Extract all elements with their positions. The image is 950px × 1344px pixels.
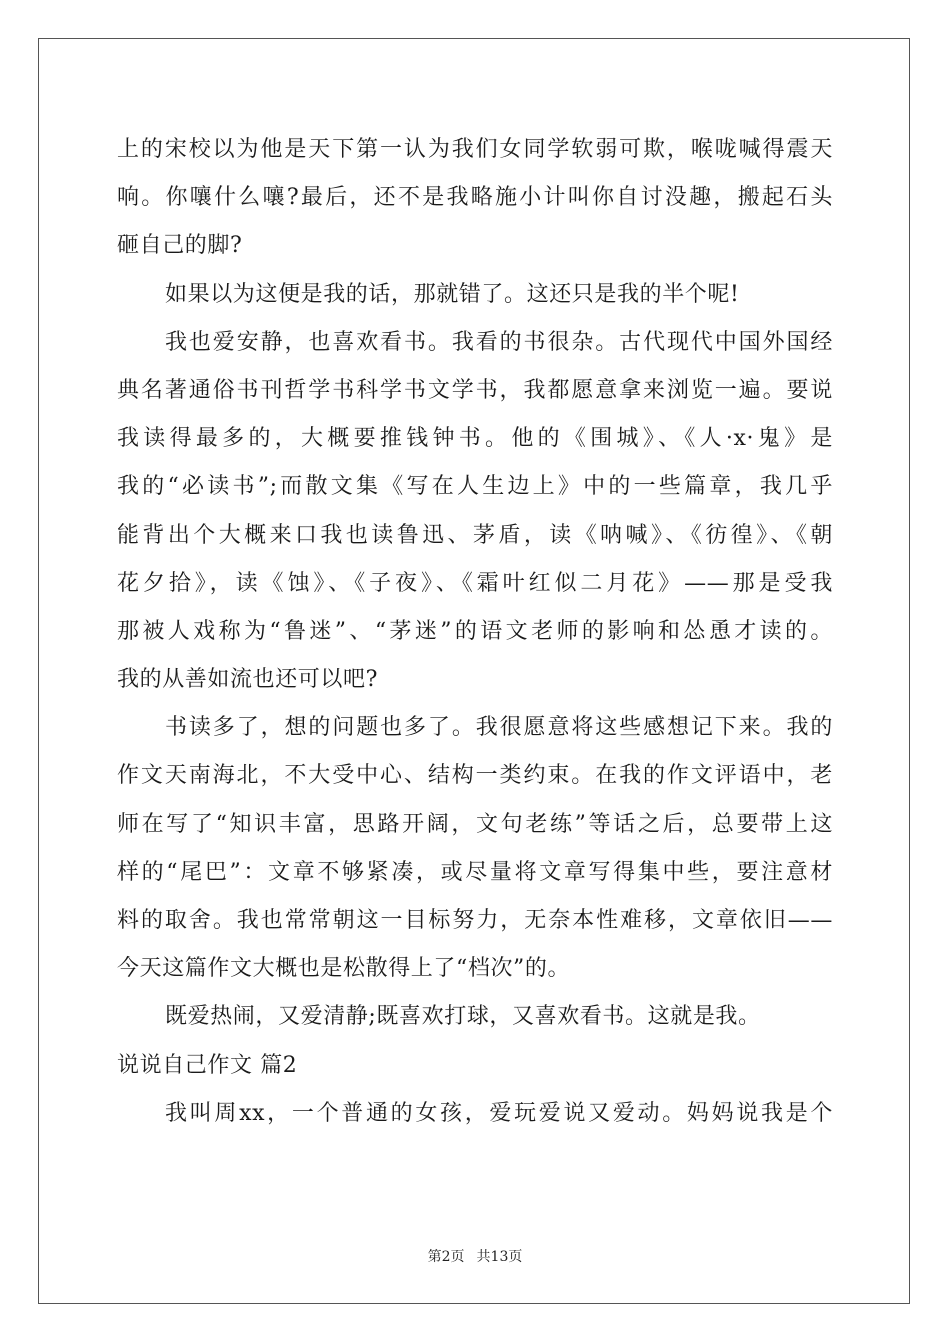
text-line: 响。你嚷什么嚷?最后，还不是我略施小计叫你自讨没趣，搬起石头 <box>117 185 833 211</box>
document-body <box>117 126 833 1138</box>
page-number: 第2页 <box>427 1249 465 1265</box>
text-line: 今天这篇作文大概也是松散得上了“档次”的。 <box>117 956 571 982</box>
text-line: 作文天南海北，不大受中心、结构一类约束。在我的作文评语中，老 <box>117 763 833 789</box>
text-line: 我读得最多的，大概要推钱钟书。他的《围城》、《人·x·鬼》是 <box>117 426 833 452</box>
text-line: 我也爱安静，也喜欢看书。我看的书很杂。古代现代中国外国经 <box>165 329 833 355</box>
text-line: 师在写了“知识丰富，思路开阔，文句老练”等话之后，总要带上这 <box>117 811 833 837</box>
text-line: 书读多了，想的问题也多了。我很愿意将这些感想记下来。我的 <box>165 715 833 741</box>
text-line: 花夕拾》，读《蚀》、《子夜》、《霜叶红似二月花》——那是受我 <box>117 570 833 596</box>
text-line: 既爱热闹，又爱清静;既喜欢打球，又喜欢看书。这就是我。 <box>165 1004 761 1030</box>
text-line: 砸自己的脚? <box>117 233 243 259</box>
page-footer <box>0 1247 950 1267</box>
text-line: 那被人戏称为“鲁迷”、“茅迷”的语文老师的影响和怂恿才读的。 <box>117 618 833 644</box>
text-line: 我的“必读书”;而散文集《写在人生边上》中的一些篇章，我几乎 <box>117 474 833 500</box>
text-line: 如果以为这便是我的话，那就错了。这还只是我的半个呢! <box>165 281 740 307</box>
text-line: 我的从善如流也还可以吧? <box>117 667 378 693</box>
text-line: 能背出个大概来口我也读鲁迅、茅盾，读《呐喊》、《彷徨》、《朝 <box>117 522 833 548</box>
text-line: 我叫周xx，一个普通的女孩，爱玩爱说又爱动。妈妈说我是个 <box>165 1100 833 1126</box>
text-line: 料的取舍。我也常常朝这一目标努力，无奈本性难移，文章依旧—— <box>117 908 833 933</box>
text-line: 上的宋校以为他是天下第一认为我们女同学软弱可欺，喉咙喊得震天 <box>117 137 833 162</box>
text-line: 样的“尾巴”：文章不够紧凑，或尽量将文章写得集中些，要注意材 <box>117 859 833 885</box>
text-line: 典名著通俗书刊哲学书科学书文学书，我都愿意拿来浏览一遍。要说 <box>117 377 833 403</box>
page-total: 共13页 <box>476 1249 523 1265</box>
section-heading: 说说自己作文 篇2 <box>117 1052 298 1078</box>
